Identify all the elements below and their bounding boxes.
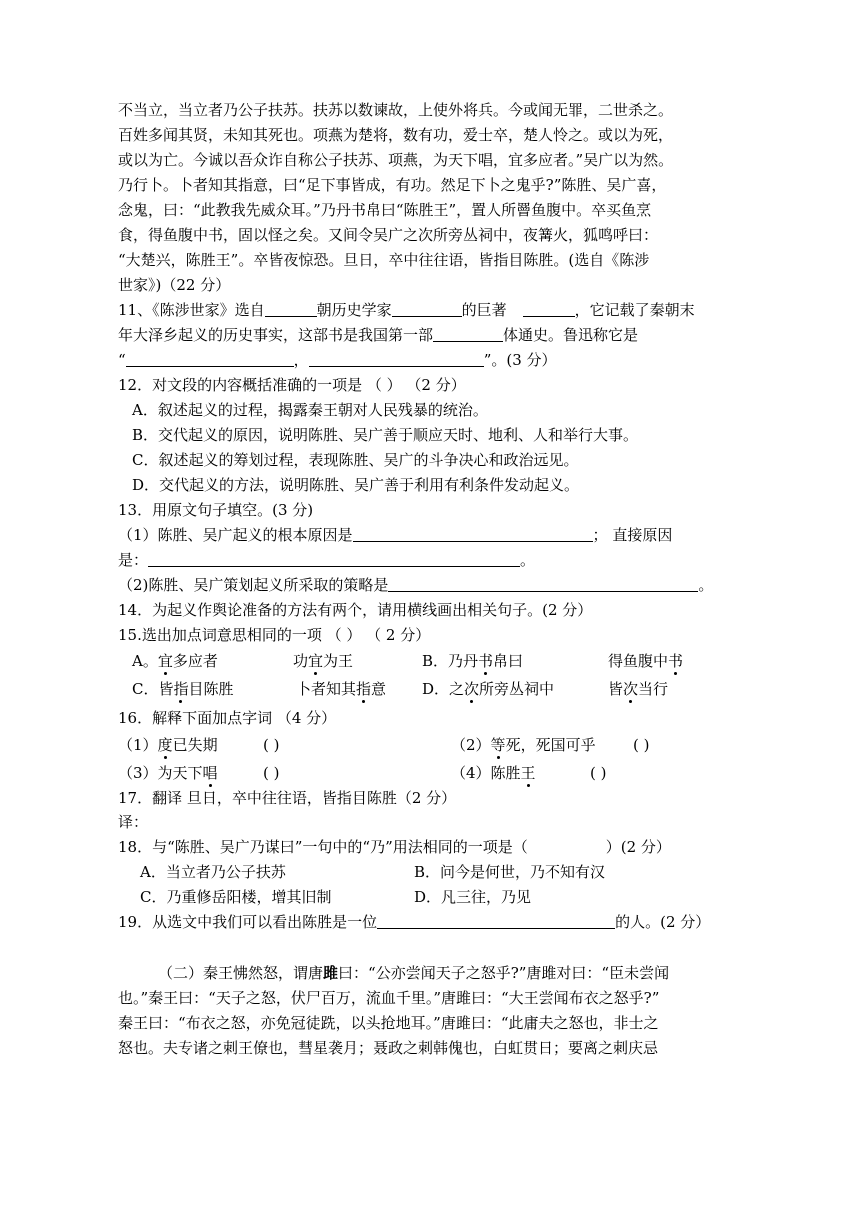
question-11: 11、《陈涉世家》选自 朝历史学家 的巨著 ，它记载了秦朝末 bbox=[118, 301, 695, 319]
item-2: （2）等死，死国可乎 bbox=[451, 736, 596, 754]
question-13-line1: （1）陈胜、吴广起义的根本原因是 ； 直接原因 bbox=[118, 526, 673, 544]
item-4: （4）陈胜王 bbox=[451, 764, 536, 782]
question-18-row2 bbox=[118, 887, 740, 909]
question-15-row2 bbox=[118, 679, 740, 701]
passage-line: 百姓多闻其贤，未知其死也。项燕为楚将，数有功，爱士卒，楚人怜之。或以为死， bbox=[118, 126, 674, 144]
dotted-char: 次 bbox=[464, 680, 480, 698]
option-d-pair: 皆次当行 bbox=[608, 680, 669, 698]
answer-blank[interactable] bbox=[392, 300, 462, 317]
answer-blank[interactable] bbox=[309, 350, 484, 367]
answer-paren[interactable]: ( ) bbox=[590, 764, 607, 782]
answer-blank[interactable] bbox=[377, 912, 615, 929]
option-c[interactable]: C．皆指目陈胜 bbox=[132, 680, 234, 698]
item-3: （3）为天下唱 bbox=[118, 764, 218, 782]
question-17-stem: 17．翻译 旦日，卒中往往语，皆指目陈胜（2 分） bbox=[118, 789, 457, 807]
option-d[interactable]: D．交代起义的方法，说明陈胜、吴广善于利用有利条件发动起义。 bbox=[132, 476, 580, 494]
answer-blank[interactable] bbox=[353, 525, 593, 542]
part2-line: 也。”秦王曰：“天子之怒，伏尸百万，流血千里。”唐雎曰：“大王尝闻布衣之怒乎?” bbox=[118, 989, 660, 1007]
question-15-stem: 15.选出加点词意思相同的一项 （ ） （ 2 分） bbox=[118, 626, 431, 644]
option-c-pair: 卜者知其指意 bbox=[296, 680, 387, 698]
dotted-char: 度 bbox=[157, 736, 173, 754]
question-13-line3: （2)陈胜、吴广策划起义所采取的策略是 。 bbox=[118, 576, 714, 594]
question-19: 19．从选文中我们可以看出陈胜是一位 的人。(2 分） bbox=[118, 913, 711, 931]
passage-line: 不当立，当立者乃公子扶苏。扶苏以数谏故，上使外将兵。今或闻无罪，二世杀之。 bbox=[118, 101, 674, 119]
item-1: （1）度已失期 bbox=[118, 736, 218, 754]
passage-line: 食，得鱼腹中书，固以怪之矣。又间令吴广之次所旁丛祠中，夜篝火，狐鸣呼曰： bbox=[118, 226, 659, 244]
passage-line: 或以为亡。今诚以吾众诈自称公子扶苏、项燕，为天下唱，宜多应者。”吴广以为然。 bbox=[118, 151, 674, 169]
option-d[interactable]: D．凡三往，乃见 bbox=[414, 888, 532, 906]
answer-paren[interactable]: ( ) bbox=[263, 736, 280, 754]
passage-line: 世家》)（22 分） bbox=[118, 276, 231, 294]
option-c[interactable]: C．叙述起义的筹划过程，表现陈胜、吴广的斗争决心和政治远见。 bbox=[132, 451, 579, 469]
answer-paren[interactable]: ( ) bbox=[263, 764, 280, 782]
answer-blank[interactable] bbox=[148, 550, 520, 567]
option-a-pair: 功宜为王 bbox=[293, 652, 354, 670]
question-16-row2 bbox=[118, 763, 740, 785]
question-11-line2: 年大泽乡起义的历史事实，这部书是我国第一部 体通史。鲁迅称它是 bbox=[118, 326, 639, 344]
option-a[interactable]: A．当立者乃公子扶苏 bbox=[140, 863, 286, 881]
answer-blank[interactable] bbox=[388, 575, 698, 592]
part2-line: 秦王曰：“布衣之怒，亦免冠徒跣，以头抢地耳。”唐雎曰：“此庸夫之怒也，非士之 bbox=[118, 1014, 659, 1032]
passage-line: “大楚兴，陈胜王”。卒皆夜惊恐。旦日，卒中往往语，皆指目陈胜。(选自《陈涉 bbox=[118, 251, 650, 269]
option-a[interactable]: A．叙述起义的过程，揭露秦王朝对人民残暴的统治。 bbox=[132, 401, 488, 419]
option-c[interactable]: C．乃重修岳阳楼，增其旧制 bbox=[140, 888, 332, 906]
dotted-char: 唱 bbox=[202, 764, 218, 782]
passage-line: 念鬼，曰：“此教我先威众耳。”乃丹书帛曰“陈胜王”，置人所罾鱼腹中。卒买鱼烹 bbox=[118, 201, 652, 219]
option-b[interactable]: B．问今是何世，乃不知有汉 bbox=[414, 863, 606, 881]
option-b-pair: 得鱼腹中书 bbox=[608, 652, 684, 670]
dotted-char: 宜 bbox=[308, 652, 324, 670]
question-14: 14．为起义作舆论准备的方法有两个，请用横线画出相关句子。(2 分） bbox=[118, 601, 593, 619]
dotted-char: 指 bbox=[173, 680, 189, 698]
question-13-line2: 是： 。 bbox=[118, 551, 536, 569]
dotted-char: 指 bbox=[356, 680, 372, 698]
question-12-stem: 12．对文段的内容概括准确的一项是 （ ） （2 分） bbox=[118, 376, 466, 394]
question-15-row1 bbox=[118, 651, 740, 673]
part2-line: 怒也。夫专诸之刺王僚也，彗星袭月；聂政之刺韩傀也，白虹贯日；要离之刺庆忌 bbox=[118, 1039, 659, 1057]
question-13-stem: 13．用原文句子填空。(3 分) bbox=[118, 501, 314, 519]
translation-label: 译： bbox=[118, 813, 149, 831]
answer-blank[interactable] bbox=[523, 300, 575, 317]
option-b[interactable]: B．乃丹书帛曰 bbox=[422, 652, 524, 670]
dotted-char: 书 bbox=[478, 652, 494, 670]
question-18-stem: 18．与“陈胜、吴广乃谋曰”一句中的“乃”用法相同的一项是（ ）(2 分） bbox=[118, 838, 671, 856]
passage-line: 乃行卜。卜者知其指意，曰“足下事皆成，有功。然足下卜之鬼乎?”陈胜、吴广喜， bbox=[118, 176, 667, 194]
question-16-row1 bbox=[118, 735, 740, 757]
dotted-char: 次 bbox=[623, 680, 639, 698]
dotted-char: 王 bbox=[520, 764, 536, 782]
part2-line: （二）秦王怫然怒，谓唐雎曰：“公亦尝闻天子之怒乎?”唐雎对曰：“臣未尝闻 bbox=[158, 964, 670, 982]
dotted-char: 书 bbox=[668, 652, 684, 670]
option-d[interactable]: D．之次所旁丛祠中 bbox=[422, 680, 555, 698]
answer-blank[interactable] bbox=[433, 325, 503, 342]
option-b[interactable]: B．交代起义的原因，说明陈胜、吴广善于顺应天时、地利、人和举行大事。 bbox=[132, 426, 639, 444]
answer-paren[interactable]: ( ) bbox=[633, 736, 650, 754]
question-18-row1 bbox=[118, 862, 740, 884]
question-11-line3: “ ， ”。(3 分） bbox=[118, 351, 557, 369]
option-a[interactable]: A。宜多应者 bbox=[132, 652, 218, 670]
answer-blank[interactable] bbox=[126, 350, 294, 367]
dotted-char: 等 bbox=[490, 736, 506, 754]
question-16-stem: 16．解释下面加点字词 （4 分） bbox=[118, 709, 337, 727]
answer-blank[interactable] bbox=[265, 300, 317, 317]
dotted-char: 宜 bbox=[157, 652, 173, 670]
